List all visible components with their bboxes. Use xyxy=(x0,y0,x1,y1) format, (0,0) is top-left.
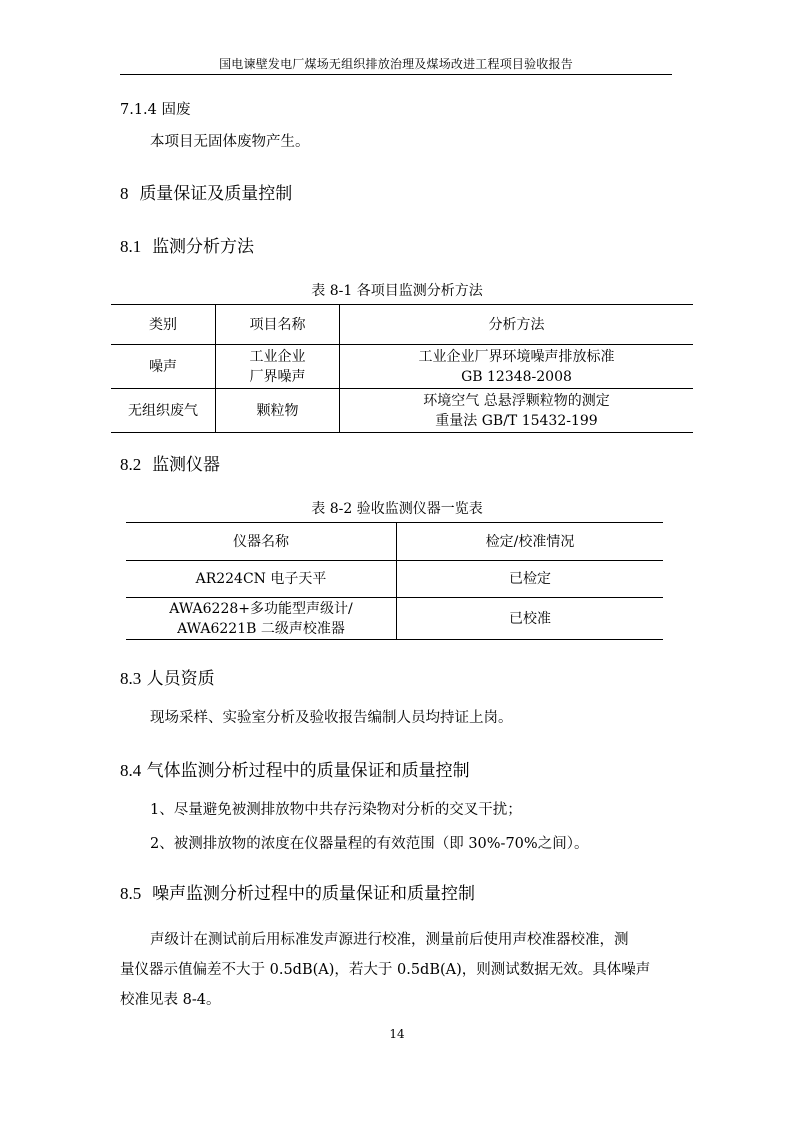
cell-status: 已检定 xyxy=(397,561,664,598)
table-row xyxy=(126,561,663,598)
paragraph-line: 校准见表 8-4。 xyxy=(120,992,221,1008)
analysis-methods-table xyxy=(111,304,693,433)
instruments-table xyxy=(126,522,663,640)
page-number: 14 xyxy=(389,1027,405,1041)
table-header-row xyxy=(111,305,693,345)
section-title: 人员资质 xyxy=(146,669,215,689)
heading-8-1 xyxy=(120,232,254,257)
header-category: 类别 xyxy=(111,305,216,345)
section-number: 8.2 xyxy=(120,455,142,474)
section-number: 8 xyxy=(120,184,129,203)
heading-7-1-4: 7.1.4 固废 xyxy=(120,102,191,118)
cell-line: GB 12348-2008 xyxy=(461,368,572,385)
section-title: 监测分析方法 xyxy=(152,237,255,257)
heading-8 xyxy=(120,179,292,204)
cell-instrument: AR224CN 电子天平 xyxy=(126,561,397,598)
section-title: 监测仪器 xyxy=(152,455,221,475)
section-number: 8.3 xyxy=(120,669,142,688)
heading-8-5 xyxy=(120,879,475,904)
cell-category: 无组织废气 xyxy=(111,389,216,433)
section-title: 气体监测分析过程中的质量保证和质量控制 xyxy=(146,761,470,781)
cell-line: 厂界噪声 xyxy=(249,368,306,385)
paragraph-line: 量仪器示值偏差不大于 0.5dB(A)，若大于 0.5dB(A)，则测试数据无效。具体噪声 xyxy=(120,962,651,978)
cell-method xyxy=(340,345,694,389)
table-row xyxy=(111,345,693,389)
header-method: 分析方法 xyxy=(340,305,694,345)
cell-status: 已校准 xyxy=(397,598,664,640)
header-item: 项目名称 xyxy=(216,305,340,345)
section-title: 质量保证及质量控制 xyxy=(139,184,293,204)
cell-line: 重量法 GB/T 15432-199 xyxy=(435,412,598,429)
cell-item xyxy=(216,345,340,389)
paragraph-line: 声级计在测试前后用标准发声源进行校准，测量前后使用声校准器校准，测 xyxy=(150,932,629,948)
running-header: 国电谏壁发电厂煤场无组织排放治理及煤场改进工程项目验收报告 xyxy=(219,57,573,71)
section-number: 8.4 xyxy=(120,761,142,780)
table-row xyxy=(111,389,693,433)
header-status: 检定/校准情况 xyxy=(397,523,664,561)
cell-line: AWA6221B 二级声校准器 xyxy=(177,620,345,637)
heading-8-4 xyxy=(120,756,470,781)
table-header-row xyxy=(126,523,663,561)
cell-item: 颗粒物 xyxy=(216,389,340,433)
table-8-2-caption: 表 8-2 验收监测仪器一览表 xyxy=(311,501,483,517)
list-item: 1、尽量避免被测排放物中共存污染物对分析的交叉干扰； xyxy=(150,802,522,818)
cell-line: 工业企业 xyxy=(249,348,306,365)
cell-category: 噪声 xyxy=(111,345,216,389)
paragraph-personnel: 现场采样、实验室分析及验收报告编制人员均持证上岗。 xyxy=(150,710,513,726)
table-8-1-caption: 表 8-1 各项目监测分析方法 xyxy=(311,283,483,299)
heading-8-3 xyxy=(120,664,215,689)
section-number: 8.1 xyxy=(120,237,142,256)
header-rule xyxy=(120,74,672,75)
cell-method xyxy=(340,389,694,433)
section-title: 噪声监测分析过程中的质量保证和质量控制 xyxy=(152,884,476,904)
heading-8-2 xyxy=(120,450,220,475)
cell-line: AWA6228+多功能型声级计/ xyxy=(169,600,353,617)
cell-line: 环境空气 总悬浮颗粒物的测定 xyxy=(423,392,610,409)
section-number: 8.5 xyxy=(120,884,142,903)
cell-line: 工业企业厂界环境噪声排放标准 xyxy=(418,348,615,365)
paragraph-solid-waste: 本项目无固体废物产生。 xyxy=(150,134,310,150)
list-item: 2、被测排放物的浓度在仪器量程的有效范围（即 30%-70%之间）。 xyxy=(150,836,589,852)
header-instrument: 仪器名称 xyxy=(126,523,397,561)
cell-instrument xyxy=(126,598,397,640)
table-row xyxy=(126,598,663,640)
